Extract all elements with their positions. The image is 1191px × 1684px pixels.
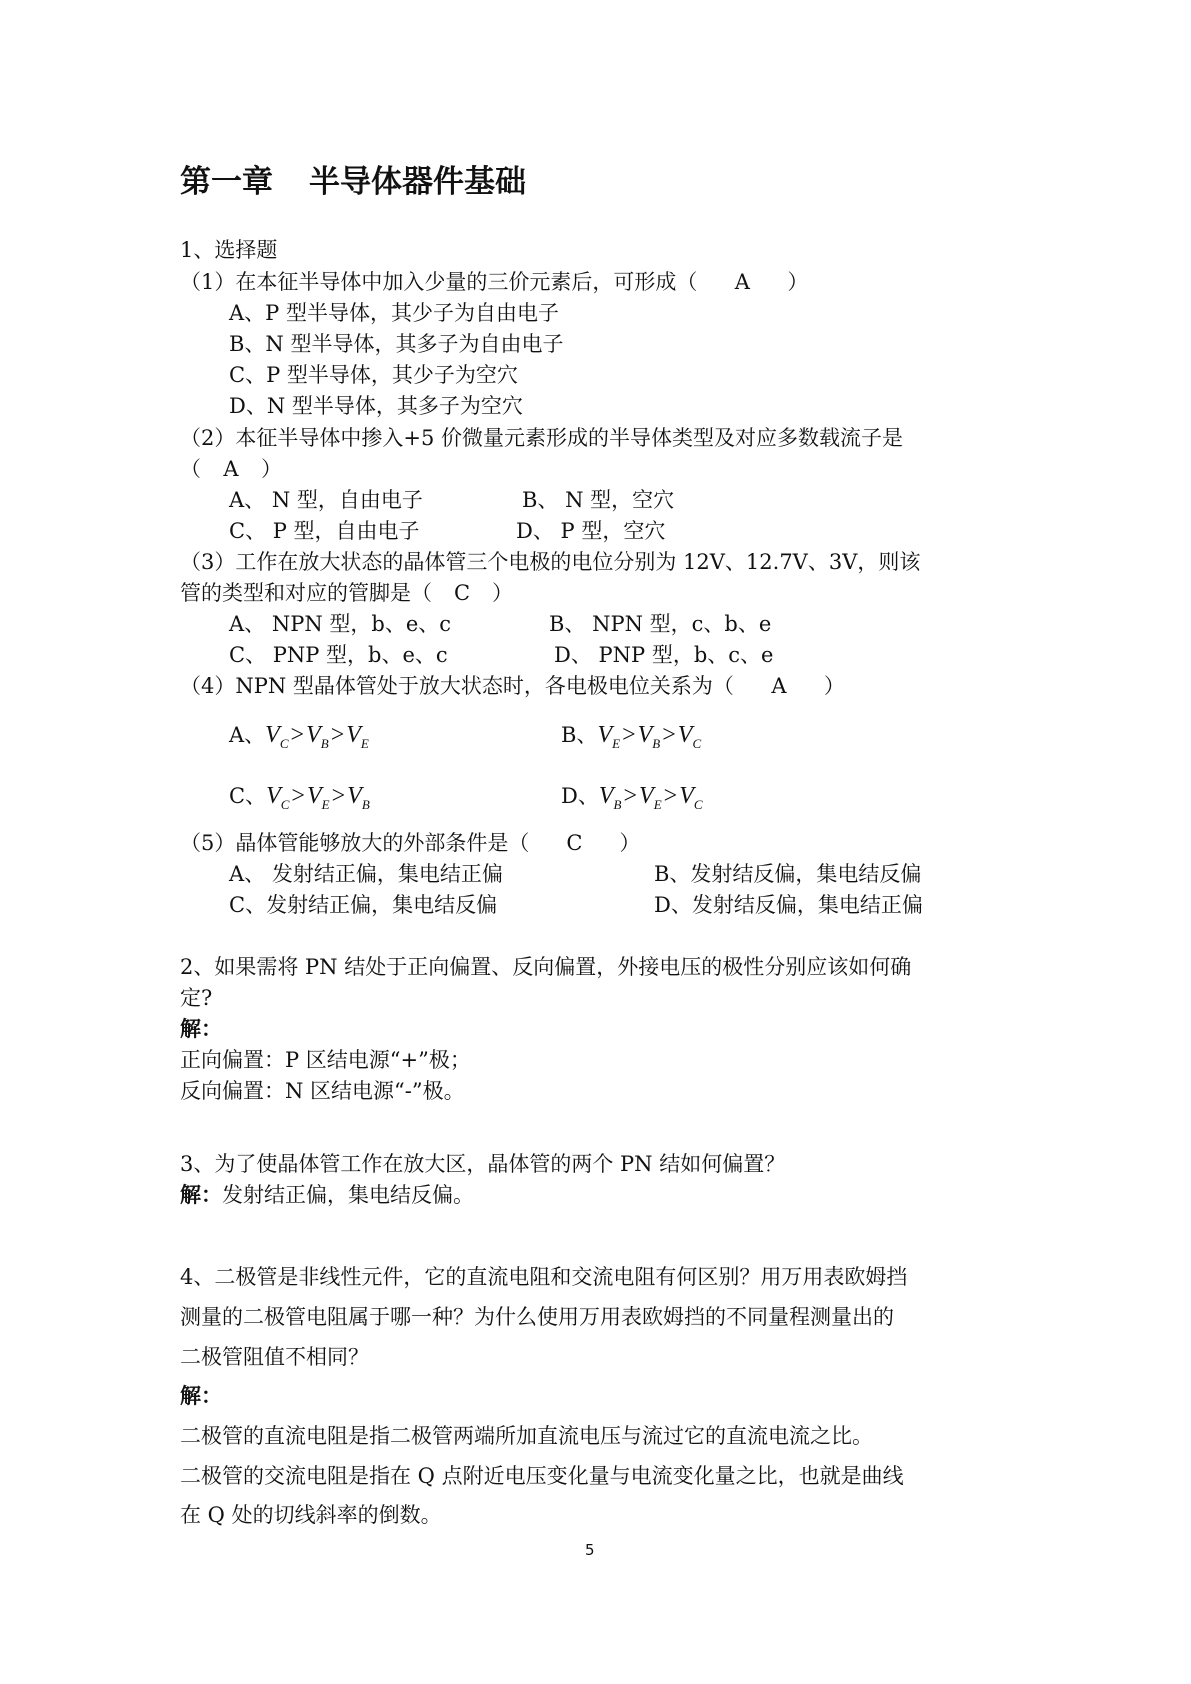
section4-question-line3: 二极管阻值不相同？ bbox=[180, 1345, 369, 1369]
section4-question-line1: 4、二极管是非线性元件，它的直流电阻和交流电阻有何区别？用万用表欧姆挡 bbox=[180, 1265, 908, 1289]
section4-answer-line3: 在 Q 处的切线斜率的倒数。 bbox=[180, 1503, 442, 1527]
chapter-title bbox=[180, 156, 526, 201]
section2-answer-forward: 正向偏置：P 区结电源“+”极； bbox=[180, 1048, 471, 1072]
page-number: 5 bbox=[585, 1541, 595, 1559]
q1-option-d: D、N 型半导体，其多子为空穴 bbox=[229, 394, 523, 418]
q1-answer: A bbox=[734, 270, 750, 294]
q2-option-a: A、 N 型，自由电子 bbox=[229, 488, 423, 512]
section3-question: 3、为了使晶体管工作在放大区，晶体管的两个 PN 结如何偏置？ bbox=[180, 1152, 786, 1176]
section4-answer-line2: 二极管的交流电阻是指在 Q 点附近电压变化量与电流变化量之比，也就是曲线 bbox=[180, 1464, 904, 1488]
q3-stem-2: 管的类型和对应的管脚是（ C ） bbox=[180, 581, 513, 605]
q5-option-c: C、发射结正偏，集电结反偏 bbox=[229, 893, 498, 917]
q3-option-c: C、 PNP 型，b、e、c bbox=[229, 643, 448, 667]
section1-heading: 1、选择题 bbox=[180, 238, 278, 262]
q5-answer: C bbox=[566, 831, 583, 855]
q2-section-question-line1: 2、如果需将 PN 结处于正向偏置、反向偏置，外接电压的极性分别应该如何确 bbox=[180, 955, 912, 979]
q2-stem: （2）本征半导体中掺入+5 价微量元素形成的半导体类型及对应多数载流子是 bbox=[180, 426, 903, 450]
q4-answer: A bbox=[771, 674, 787, 698]
q2-answer-line: （ A ） bbox=[180, 457, 282, 481]
q4-option-c: C、$V_C>V_E>V_B$ bbox=[229, 783, 370, 812]
section4-solution-label: 解： bbox=[180, 1384, 222, 1408]
section4-answer-line1: 二极管的直流电阻是指二极管两端所加直流电压与流过它的直流电流之比。 bbox=[180, 1424, 873, 1448]
chapter-name: 半导体器件基础 bbox=[309, 164, 526, 200]
q3-option-d: D、 PNP 型，b、c、e bbox=[554, 643, 774, 667]
section3-solution bbox=[180, 1181, 474, 1209]
q1-option-c: C、P 型半导体，其少子为空穴 bbox=[229, 363, 518, 387]
chapter-number: 第一章 bbox=[180, 164, 273, 200]
q1-option-a: A、P 型半导体，其少子为自由电子 bbox=[229, 301, 559, 325]
section2-solution-label: 解： bbox=[180, 1017, 222, 1041]
section3-answer: 发射结正偏，集电结反偏。 bbox=[222, 1183, 474, 1207]
q5-option-d: D、发射结反偏，集电结正偏 bbox=[654, 893, 923, 917]
q1-stem: （1）在本征半导体中加入少量的三价元素后，可形成（ A ） bbox=[180, 270, 809, 294]
q3-answer: C bbox=[453, 581, 471, 605]
q4-option-a: A、$V_C>V_B>V_E$ bbox=[229, 722, 369, 751]
q4-stem: （4）NPN 型晶体管处于放大状态时，各电极电位关系为（ A ） bbox=[180, 674, 845, 698]
q2-option-b: B、 N 型，空穴 bbox=[522, 488, 675, 512]
q3-option-a: A、 NPN 型，b、e、c bbox=[229, 612, 452, 636]
q2-answer: A bbox=[223, 457, 239, 481]
q1-option-b: B、N 型半导体，其多子为自由电子 bbox=[229, 332, 564, 356]
section2-answer-reverse: 反向偏置：N 区结电源“-”极。 bbox=[180, 1079, 465, 1103]
q3-stem: （3）工作在放大状态的晶体管三个电极的电位分别为 12V、12.7V、3V，则该 bbox=[180, 550, 921, 574]
q2-option-d: D、 P 型，空穴 bbox=[516, 519, 666, 543]
q5-stem: （5）晶体管能够放大的外部条件是（ C ） bbox=[180, 831, 641, 855]
q2-section-question-line2: 定? bbox=[180, 986, 213, 1010]
q5-option-a: A、 发射结正偏，集电结正偏 bbox=[229, 862, 503, 886]
q4-option-d: D、$V_B>V_E>V_C$ bbox=[561, 783, 703, 812]
section4-question-line2: 测量的二极管电阻属于哪一种？为什么使用万用表欧姆挡的不同量程测量出的 bbox=[180, 1305, 894, 1329]
q2-option-c: C、 P 型，自由电子 bbox=[229, 519, 420, 543]
q3-option-b: B、 NPN 型，c、b、e bbox=[549, 612, 772, 636]
section3-solution-label: 解： bbox=[180, 1183, 222, 1207]
q5-option-b: B、发射结反偏，集电结反偏 bbox=[654, 862, 922, 886]
q4-option-b: B、$V_E>V_B>V_C$ bbox=[561, 722, 702, 751]
